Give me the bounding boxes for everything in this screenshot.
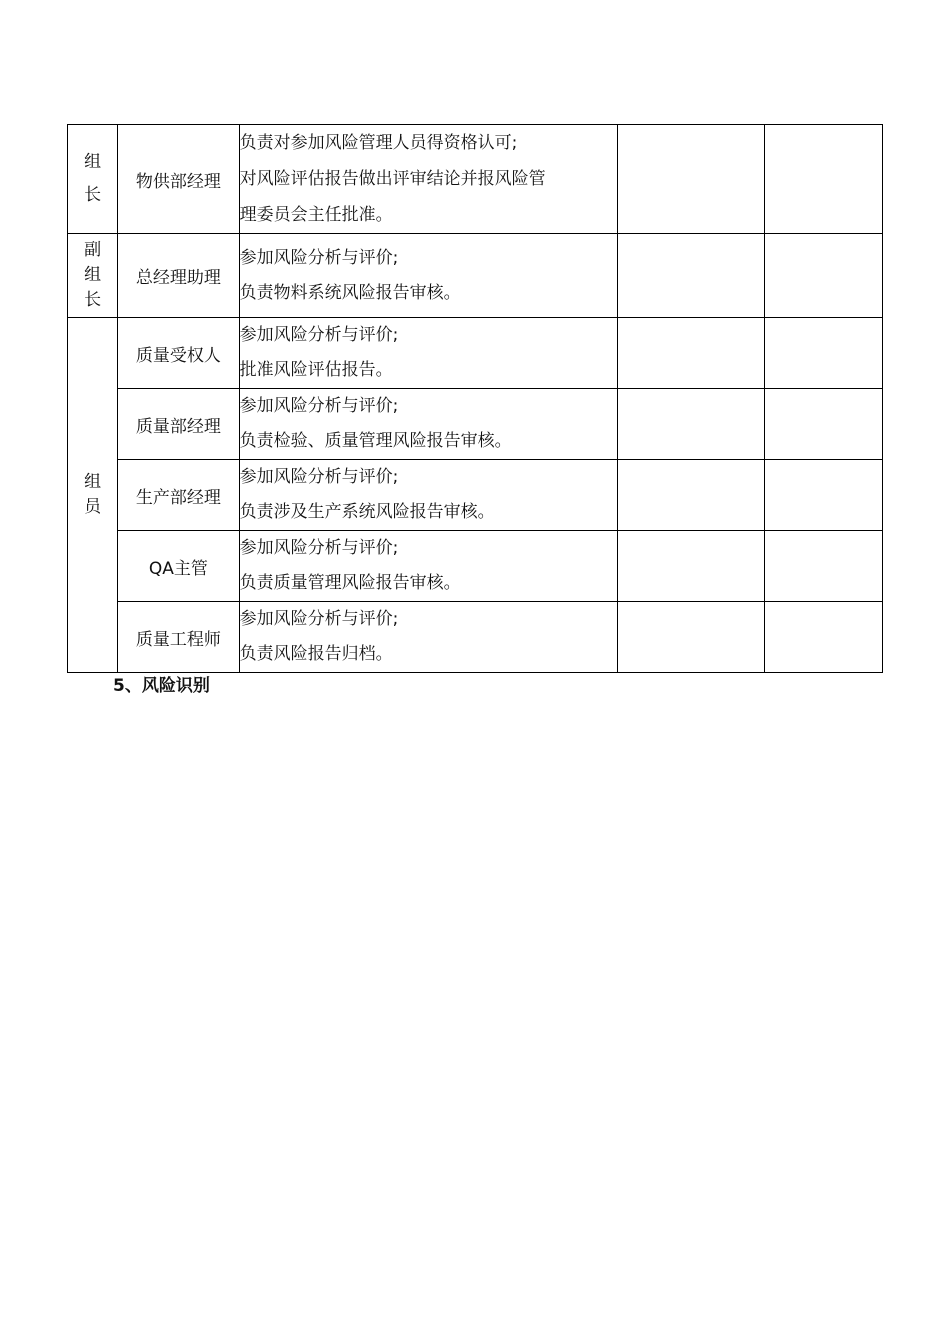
duty-line: 参加风险分析与评价; bbox=[239, 467, 399, 487]
duty-cell bbox=[239, 318, 617, 389]
empty-cell bbox=[618, 460, 765, 531]
empty-cell bbox=[618, 389, 765, 460]
duty-line: 参加风险分析与评价; bbox=[239, 396, 399, 416]
role-cell: QA主管 bbox=[118, 531, 239, 602]
group-label: 组员 bbox=[84, 472, 102, 517]
table-row bbox=[68, 234, 883, 318]
duty-line: 批准风险评估报告。 bbox=[239, 360, 393, 380]
table-row bbox=[68, 460, 883, 531]
empty-cell bbox=[764, 389, 882, 460]
table-row bbox=[68, 125, 883, 234]
duty-line: 对风险评估报告做出评审结论并报风险管 bbox=[239, 169, 546, 189]
duty-line: 参加风险分析与评价; bbox=[239, 247, 399, 268]
duty-cell bbox=[239, 125, 617, 234]
group-label: 组长 bbox=[84, 152, 102, 205]
role-cell: 质量部经理 bbox=[118, 389, 239, 460]
group-cell-deputy-leader bbox=[68, 234, 118, 318]
empty-cell bbox=[618, 602, 765, 673]
duty-cell bbox=[239, 389, 617, 460]
duty-line: 参加风险分析与评价; bbox=[239, 538, 399, 558]
empty-cell bbox=[764, 531, 882, 602]
table-row bbox=[68, 602, 883, 673]
empty-cell bbox=[618, 318, 765, 389]
duty-cell bbox=[239, 531, 617, 602]
duty-line: 参加风险分析与评价; bbox=[239, 609, 399, 629]
role-cell: 物供部经理 bbox=[118, 125, 239, 234]
table-row bbox=[68, 318, 883, 389]
empty-cell bbox=[764, 602, 882, 673]
role-cell: 总经理助理 bbox=[118, 234, 239, 318]
risk-team-table bbox=[67, 124, 883, 673]
duty-line: 负责风险报告归档。 bbox=[239, 644, 393, 664]
role-cell: 质量工程师 bbox=[118, 602, 239, 673]
empty-cell bbox=[764, 125, 882, 234]
empty-cell bbox=[618, 531, 765, 602]
duty-line: 负责对参加风险管理人员得资格认可; bbox=[239, 133, 518, 153]
group-label: 副组长 bbox=[84, 240, 102, 310]
duty-cell bbox=[239, 234, 617, 318]
duty-cell bbox=[239, 602, 617, 673]
duty-line: 参加风险分析与评价; bbox=[239, 325, 399, 345]
role-cell: 生产部经理 bbox=[118, 460, 239, 531]
empty-cell bbox=[764, 234, 882, 318]
duty-line: 负责质量管理风险报告审核。 bbox=[239, 573, 461, 593]
duty-line: 负责涉及生产系统风险报告审核。 bbox=[239, 502, 495, 522]
duty-cell bbox=[239, 460, 617, 531]
role-cell: 质量受权人 bbox=[118, 318, 239, 389]
empty-cell bbox=[618, 234, 765, 318]
empty-cell bbox=[618, 125, 765, 234]
group-cell-leader bbox=[68, 125, 118, 234]
section-heading: 5、风险识别 bbox=[113, 676, 210, 696]
duty-line: 负责检验、质量管理风险报告审核。 bbox=[239, 431, 512, 451]
empty-cell bbox=[764, 318, 882, 389]
empty-cell bbox=[764, 460, 882, 531]
group-cell-members bbox=[68, 318, 118, 673]
table-row bbox=[68, 531, 883, 602]
duty-line: 负责物料系统风险报告审核。 bbox=[239, 282, 461, 303]
table-row bbox=[68, 389, 883, 460]
duty-line: 理委员会主任批准。 bbox=[239, 205, 393, 225]
